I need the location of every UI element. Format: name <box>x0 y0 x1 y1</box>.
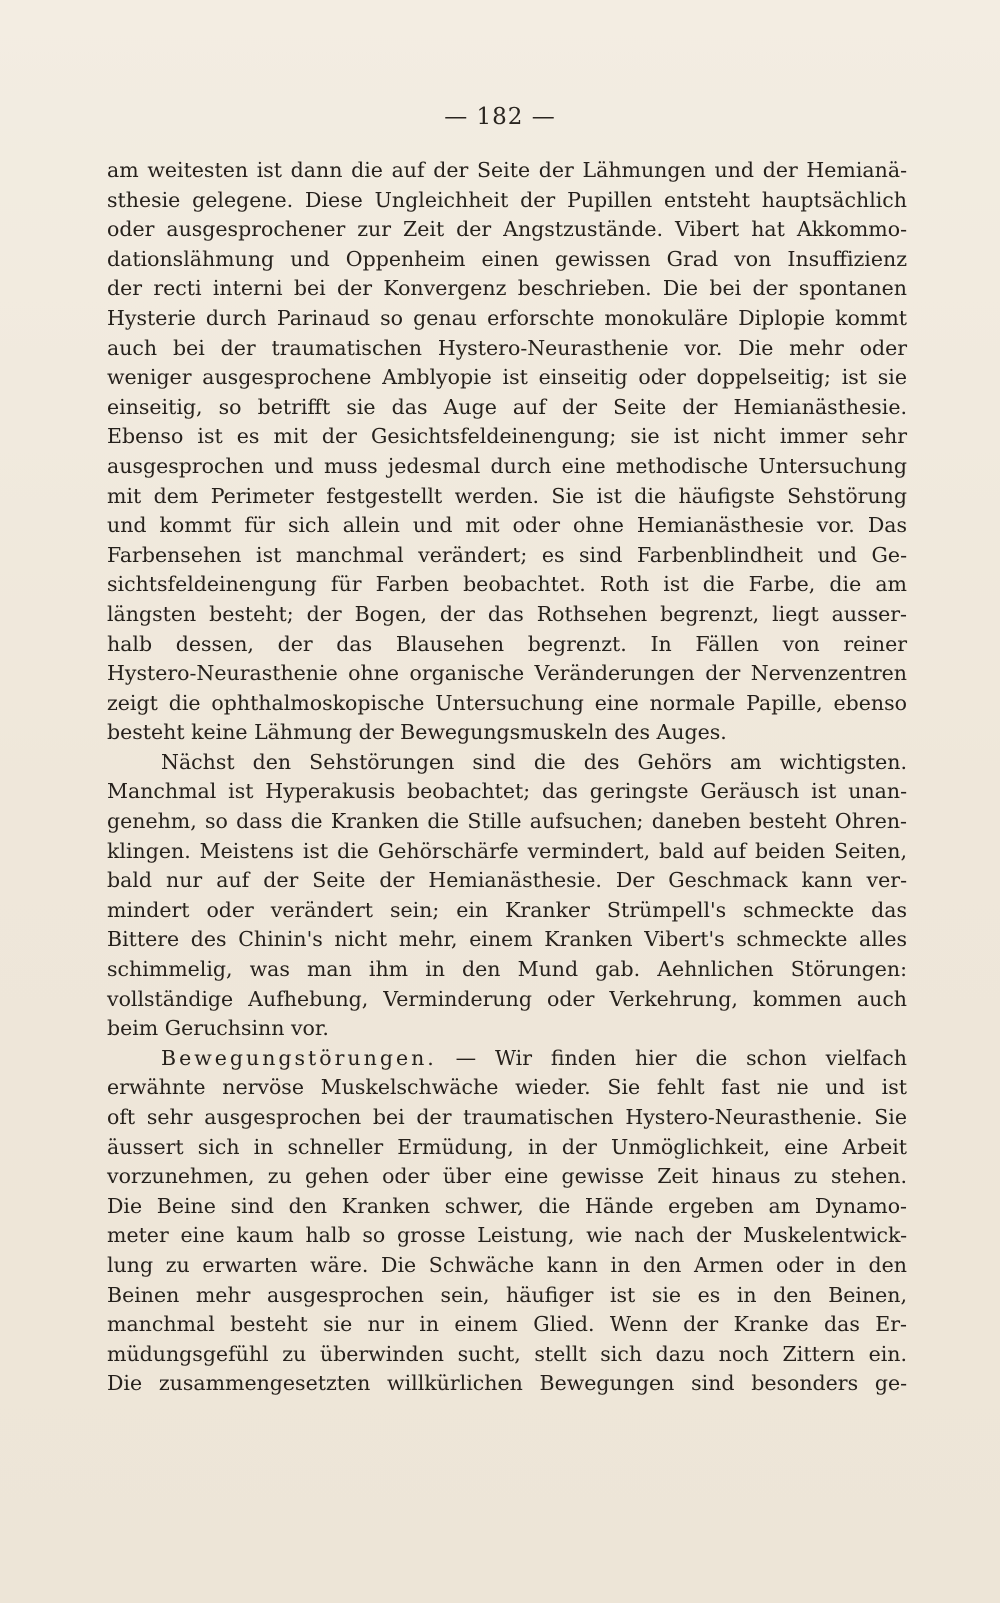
text-line: Die Beine sind den Kranken schwer, die Hände ergeben am Dynamo- <box>107 1193 907 1218</box>
section-heading: Bewegungstörungen. <box>161 1045 437 1070</box>
text-line: besteht keine Lähmung der Bewegungsmuskeln des Auges. <box>107 720 727 745</box>
text-line: vorzunehmen, zu gehen oder über eine gewisse Zeit hinaus zu stehen. <box>107 1164 907 1189</box>
text-line: beim Geruchsinn vor. <box>107 1016 329 1041</box>
heading-line-rest: — Wir finden hier die schon vielfach <box>436 1045 907 1070</box>
text-line: schimmelig, was man ihm in den Mund gab. Aehnlichen Störungen: <box>107 957 907 982</box>
text-line: und kommt für sich allein und mit oder ohne Hemianästhesie vor. Das <box>107 513 907 538</box>
text-line: ausgesprochen und muss jedesmal durch eine methodische Untersuchung <box>107 453 907 478</box>
text-line: weniger ausgesprochene Amblyopie ist einseitig oder doppelseitig; ist sie <box>107 365 907 390</box>
text-line: Hysterie durch Parinaud so genau erforschte monokuläre Diplopie kommt <box>107 305 907 330</box>
text-line: mindert oder verändert sein; ein Kranker Strümpell's schmeckte das <box>107 897 907 922</box>
text-line: mit dem Perimeter festgestellt werden. Sie ist die häufigste Sehstörung <box>107 483 907 508</box>
text-line: Farbensehen ist manchmal verändert; es sind Farbenblindheit und Ge- <box>107 542 907 567</box>
text-line: Die zusammengesetzten willkürlichen Bewegungen sind besonders ge- <box>107 1371 907 1396</box>
text-line: Bittere des Chinin's nicht mehr, einem Kranken Vibert's schmeckte alles <box>107 927 907 952</box>
section-heading-line <box>107 1044 907 1074</box>
text-line: zeigt die ophthalmoskopische Untersuchung eine normale Papille, ebenso <box>107 690 907 715</box>
text-line: erwähnte nervöse Muskelschwäche wieder. Sie fehlt fast nie und ist <box>107 1075 907 1100</box>
text-line: lung zu erwarten wäre. Die Schwäche kann in den Armen oder in den <box>107 1252 907 1277</box>
text-line: Manchmal ist Hyperakusis beobachtet; das geringste Geräusch ist unan- <box>107 779 907 804</box>
text-line: bald nur auf der Seite der Hemianästhesie. Der Geschmack kann ver- <box>107 868 907 893</box>
text-line: sthesie gelegene. Diese Ungleichheit der Pupillen entsteht hauptsächlich <box>107 187 907 212</box>
text-line: müdungsgefühl zu überwinden sucht, stellt sich dazu noch Zittern ein. <box>107 1341 907 1366</box>
text-line: der recti interni bei der Konvergenz beschrieben. Die bei der spontanen <box>107 276 907 301</box>
text-line: klingen. Meistens ist die Gehörschärfe vermindert, bald auf beiden Seiten, <box>107 838 907 863</box>
text-line: längsten besteht; der Bogen, der das Rothsehen begrenzt, liegt ausser- <box>107 601 907 626</box>
text-line: Ebenso ist es mit der Gesichtsfeldeinengung; sie ist nicht immer sehr <box>107 424 907 449</box>
text-line: dationslähmung und Oppenheim einen gewissen Grad von Insuffizienz <box>107 246 907 271</box>
text-line: sichtsfeldeinengung für Farben beobachtet. Roth ist die Farbe, die am <box>107 572 907 597</box>
text-line: manchmal besteht sie nur in einem Glied. Wenn der Kranke das Er- <box>107 1312 907 1337</box>
text-line: Hystero-Neurasthenie ohne organische Veränderungen der Nervenzentren <box>107 661 907 686</box>
text-line: auch bei der traumatischen Hystero-Neurasthenie vor. Die mehr oder <box>107 335 907 360</box>
text-line: am weitesten ist dann die auf der Seite der Lähmungen und der Hemianä- <box>107 158 907 182</box>
body-text <box>107 156 907 1399</box>
text-line: Beinen mehr ausgesprochen sein, häufiger ist sie es in den Beinen, <box>107 1282 907 1307</box>
page-number: — 182 — <box>444 104 556 130</box>
paragraph-start-line: Nächst den Sehstörungen sind die des Gehörs am wichtigsten. <box>161 749 907 774</box>
text-line: äussert sich in schneller Ermüdung, in der Unmöglichkeit, eine Arbeit <box>107 1134 907 1159</box>
text-line: genehm, so dass die Kranken die Stille aufsuchen; daneben besteht Ohren- <box>107 809 907 834</box>
text-line: meter eine kaum halb so grosse Leistung, wie nach der Muskelentwick- <box>107 1223 907 1248</box>
text-line: halb dessen, der das Blausehen begrenzt. In Fällen von reiner <box>107 631 907 656</box>
text-line: oft sehr ausgesprochen bei der traumatischen Hystero-Neurasthenie. Sie <box>107 1105 907 1129</box>
text-line: oder ausgesprochener zur Zeit der Angstzustände. Vibert hat Akkommo- <box>107 217 907 242</box>
text-line: einseitig, so betrifft sie das Auge auf der Seite der Hemianästhesie. <box>107 394 907 419</box>
text-line: vollständige Aufhebung, Verminderung oder Verkehrung, kommen auch <box>107 986 907 1011</box>
